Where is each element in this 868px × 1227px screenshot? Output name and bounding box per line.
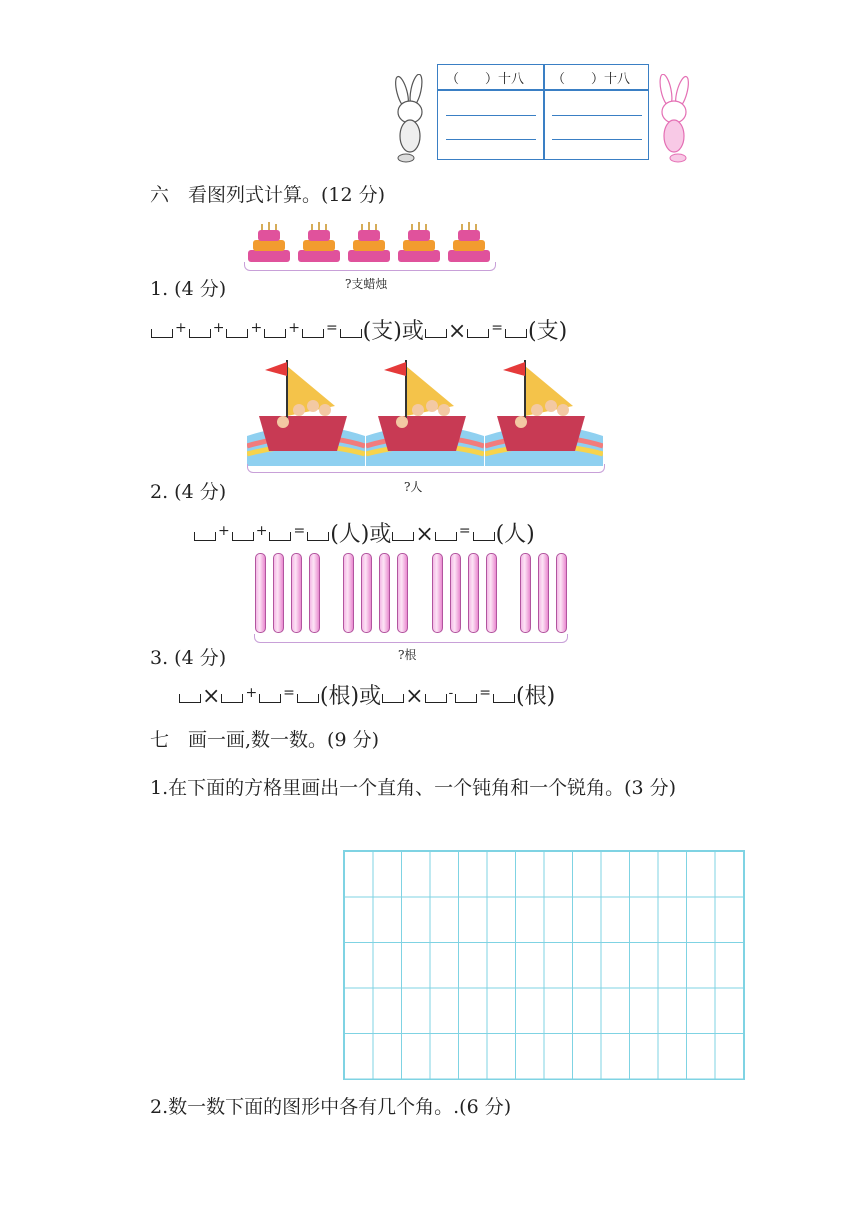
table-divider (543, 65, 545, 159)
tube (309, 553, 320, 633)
section-6-heading: 六 看图列式计算。(12 分) (150, 184, 386, 206)
boats-row (247, 356, 603, 466)
tubes-brace (254, 634, 568, 643)
place-value-table (437, 64, 649, 160)
answer-blank[interactable] (226, 329, 248, 338)
tube (273, 553, 284, 633)
unit-label: (根) (319, 684, 360, 709)
answer-blank[interactable] (435, 532, 457, 541)
tubes-group (250, 553, 570, 635)
or-label: 或 (369, 522, 392, 547)
boat-image (485, 356, 603, 466)
tube (379, 553, 390, 633)
answer-blank[interactable] (264, 329, 286, 338)
q2-label: 2. (4 分) (150, 481, 227, 503)
cakes-row (246, 220, 492, 264)
unit-label: (人) (495, 522, 535, 547)
answer-blank[interactable] (221, 694, 243, 703)
answer-blank[interactable] (302, 329, 324, 338)
answer-blank[interactable] (425, 329, 447, 338)
answer-blank[interactable] (340, 329, 362, 338)
tube (450, 553, 461, 633)
answer-blank[interactable] (493, 694, 515, 703)
boat-image (247, 356, 365, 466)
times-symbol: × (415, 522, 434, 547)
tube (486, 553, 497, 633)
answer-blank[interactable] (297, 694, 319, 703)
tube (520, 553, 531, 633)
boats-brace-label: ?人 (404, 480, 423, 494)
times-symbol: × (405, 684, 424, 709)
table-cell-right: （ ）十八 (552, 72, 631, 87)
answer-blank[interactable] (269, 532, 291, 541)
tube (556, 553, 567, 633)
answer-blank[interactable] (455, 694, 477, 703)
q2-equation: + + = (人)或 × = (人) (193, 517, 535, 548)
answer-blank[interactable] (151, 329, 173, 338)
q1-label: 1. (4 分) (150, 278, 227, 300)
times-symbol: × (202, 684, 221, 709)
answer-blank[interactable] (392, 532, 414, 541)
drawing-grid[interactable] (343, 850, 745, 1080)
rabbit-left-image (388, 74, 432, 164)
answer-blank[interactable] (194, 532, 216, 541)
tube (361, 553, 372, 633)
boats-brace (247, 464, 605, 473)
answer-blank[interactable] (307, 532, 329, 541)
answer-blank[interactable] (505, 329, 527, 338)
answer-blank[interactable] (189, 329, 211, 338)
unit-label: (支) (528, 319, 568, 344)
section-7-q2: 2.数一数下面的图形中各有几个角。.(6 分) (150, 1096, 512, 1118)
answer-blank[interactable] (232, 532, 254, 541)
answer-line[interactable] (446, 139, 536, 140)
section-7-q1: 1.在下面的方格里画出一个直角、一个钝角和一个锐角。(3 分) (150, 777, 677, 799)
rabbit-right-image (652, 74, 696, 164)
cakes-brace (244, 262, 496, 271)
answer-blank[interactable] (425, 694, 447, 703)
answer-blank[interactable] (382, 694, 404, 703)
cake-image (246, 220, 292, 264)
tubes-brace-label: ?根 (398, 648, 417, 662)
or-label: 或 (359, 684, 382, 709)
table-cell-left: （ ）十八 (446, 72, 525, 87)
times-symbol: × (447, 319, 467, 344)
q1-equation: + + + + = (支)或 × = (支) (150, 314, 567, 345)
unit-label: (人) (330, 522, 370, 547)
tube (397, 553, 408, 633)
answer-line[interactable] (446, 115, 536, 116)
unit-label: (支) (362, 319, 402, 344)
answer-line[interactable] (552, 139, 642, 140)
cake-image (346, 220, 392, 264)
cake-image (296, 220, 342, 264)
boat-image (366, 356, 484, 466)
q3-equation: × + = (根)或 × - = (根) (178, 679, 555, 710)
section-7-heading: 七 画一画,数一数。(9 分) (150, 729, 379, 751)
answer-blank[interactable] (473, 532, 495, 541)
tube (343, 553, 354, 633)
answer-blank[interactable] (259, 694, 281, 703)
unit-label: (根) (516, 684, 556, 709)
answer-blank[interactable] (179, 694, 201, 703)
tube (255, 553, 266, 633)
tube (291, 553, 302, 633)
tube (538, 553, 549, 633)
table-header-divider (438, 89, 648, 91)
or-label: 或 (401, 319, 424, 344)
answer-blank[interactable] (467, 329, 489, 338)
tube (432, 553, 443, 633)
q3-label: 3. (4 分) (150, 647, 227, 669)
tube (468, 553, 479, 633)
cake-image (396, 220, 442, 264)
cakes-brace-label: ?支蜡烛 (345, 277, 388, 291)
cake-image (446, 220, 492, 264)
answer-line[interactable] (552, 115, 642, 116)
